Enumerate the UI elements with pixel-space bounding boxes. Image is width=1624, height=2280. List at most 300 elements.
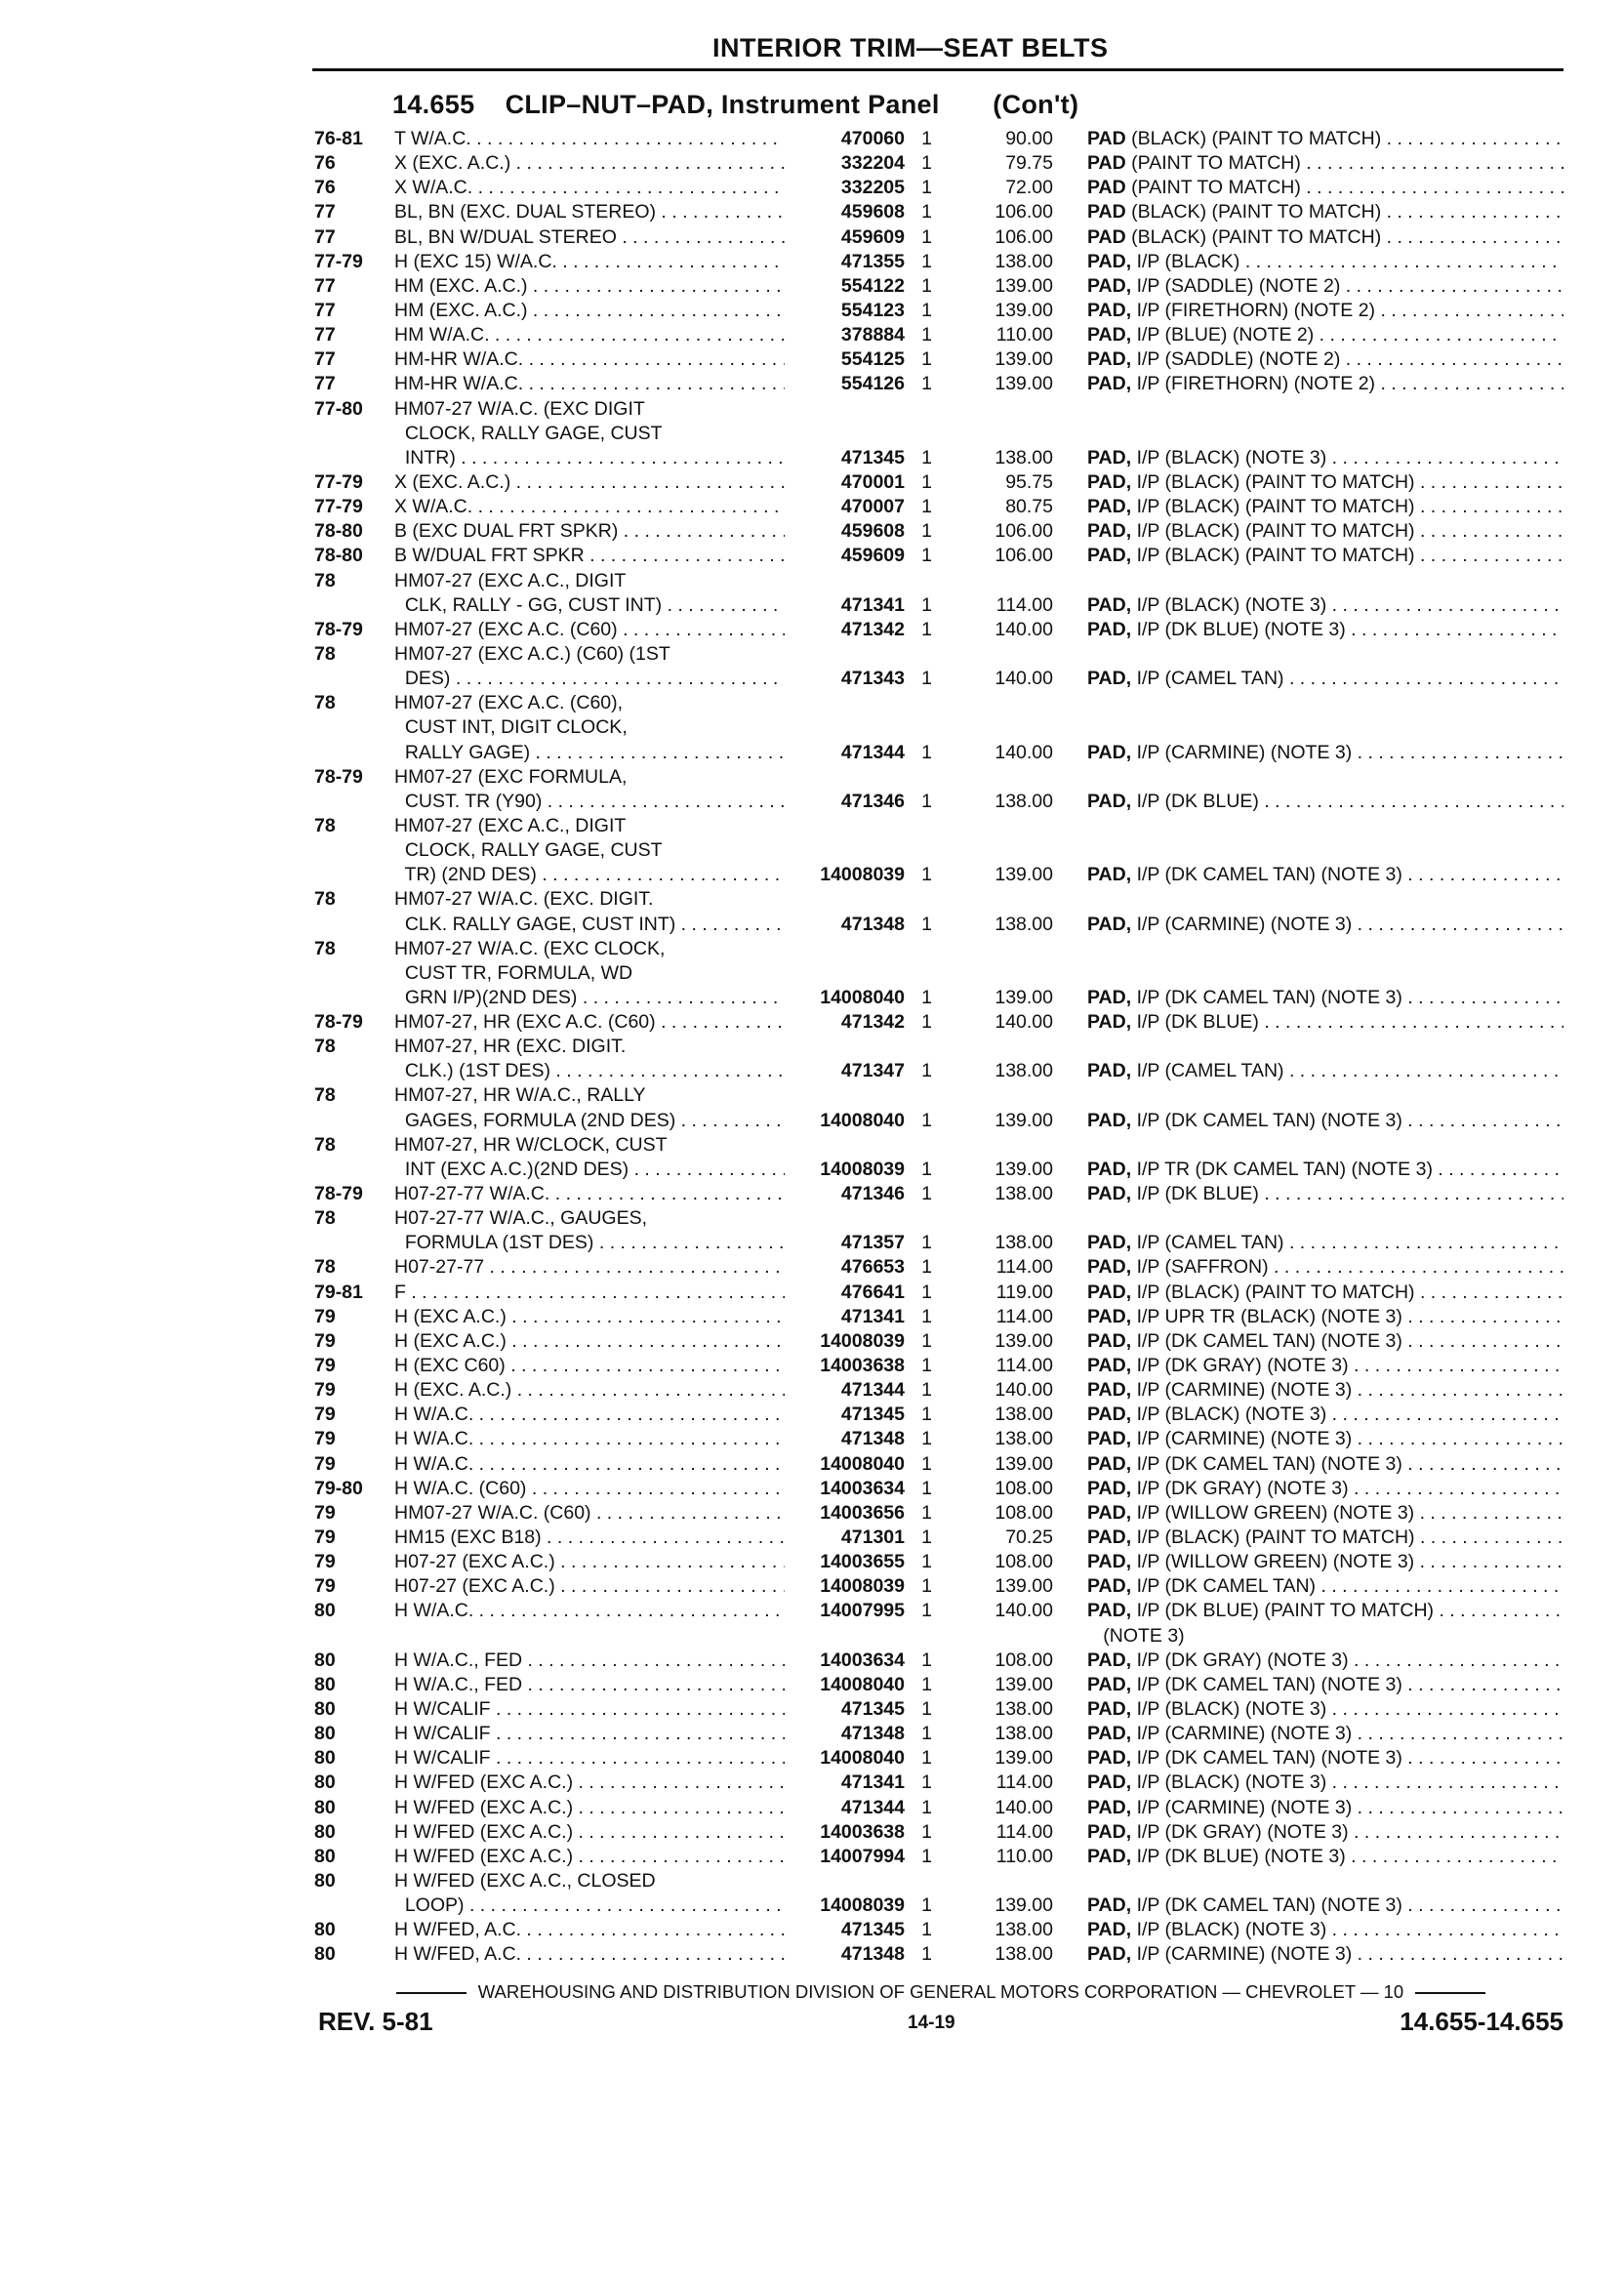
description-type: PAD, — [1087, 1649, 1132, 1671]
quantity-cell: 1 — [921, 1256, 932, 1279]
quantity-cell: 1 — [921, 1232, 932, 1254]
model-cell: GRN I/P)(2ND DES) . . . — [394, 986, 785, 1010]
model-cell: CUST INT, DIGIT CLOCK, — [394, 716, 628, 739]
price-cell: 70.25 — [1005, 1527, 1053, 1549]
year-cell: 80 — [314, 1943, 336, 1966]
year-cell: 79 — [314, 1501, 336, 1524]
year-cell: 80 — [314, 1869, 336, 1892]
part-number-cell: 470060 — [840, 128, 905, 149]
table-row — [314, 519, 1563, 544]
description-text: I/P (BLACK) (NOTE 3) — [1131, 1698, 1327, 1720]
description-type: PAD, — [1087, 1011, 1132, 1034]
description-text: I/P (DK BLUE) (PAINT TO MATCH) — [1131, 1600, 1435, 1622]
price-cell: 138.00 — [995, 1060, 1053, 1082]
description-cell — [1087, 1918, 1563, 1942]
quantity-cell: 1 — [921, 1501, 932, 1524]
price-cell: 138.00 — [995, 1723, 1053, 1745]
price-cell: 114.00 — [995, 593, 1053, 616]
price-cell: 139.00 — [995, 1329, 1053, 1352]
description-cell — [1087, 1624, 1563, 1649]
model-cell: H W/A.C. . . . — [394, 1599, 785, 1623]
description-type: PAD, — [1087, 1329, 1132, 1352]
price-cell: 106.00 — [995, 225, 1053, 248]
part-number-cell: 471342 — [840, 1011, 905, 1034]
year-cell: 77-80 — [314, 397, 363, 420]
model-cell: CLOCK, RALLY GAGE, CUST — [394, 422, 663, 444]
description-type: PAD, — [1087, 790, 1132, 812]
quantity-cell: 1 — [921, 250, 932, 272]
description-type: PAD, — [1087, 299, 1132, 321]
description-cell — [1087, 790, 1563, 814]
model-cell: INTR) . . . — [394, 446, 785, 470]
table-row — [314, 495, 1563, 519]
description-cell — [1087, 323, 1563, 347]
model-cell: H W/FED (EXC A.C.) . . . — [394, 1771, 785, 1795]
model-cell: X (EXC. A.C.) . . . — [394, 470, 785, 495]
description-type: PAD, — [1087, 250, 1132, 272]
price-cell: 140.00 — [995, 668, 1053, 690]
part-number-cell: 471346 — [840, 1183, 905, 1205]
model-cell: HM07-27, HR (EXC. DIGIT. — [394, 1036, 627, 1058]
model-cell: CLOCK, RALLY GAGE, CUST — [394, 839, 663, 862]
description-cell — [1087, 1059, 1563, 1083]
header-rule — [312, 68, 1563, 71]
model-cell: HM07-27 (EXC A.C., DIGIT — [394, 814, 627, 836]
description-text: I/P (CARMINE) (NOTE 3) — [1131, 1723, 1353, 1745]
quantity-cell: 1 — [921, 1747, 932, 1770]
description-cell — [1087, 1109, 1563, 1133]
part-number-cell: 554125 — [840, 348, 905, 371]
year-cell: 80 — [314, 1919, 336, 1941]
description-cell — [1087, 1255, 1563, 1280]
model-cell: H W/CALIF . . . — [394, 1722, 785, 1746]
description-cell — [1087, 1427, 1563, 1451]
price-cell: 72.00 — [1005, 177, 1053, 199]
description-type: PAD — [1087, 177, 1126, 199]
description-type: PAD, — [1087, 324, 1132, 346]
model-cell: BL, BN W/DUAL STEREO . . . — [394, 225, 785, 250]
description-text: (BLACK) (PAINT TO MATCH) — [1125, 201, 1382, 224]
description-text: I/P (CARMINE) (NOTE 3) — [1131, 1379, 1353, 1402]
table-row — [314, 1820, 1563, 1845]
part-number-cell: 471346 — [840, 790, 905, 812]
description-text: I/P (DK CAMEL TAN) (NOTE 3) — [1131, 1329, 1402, 1352]
description-cell — [1087, 470, 1563, 495]
price-cell: 114.00 — [995, 1820, 1053, 1843]
price-cell: 106.00 — [995, 545, 1053, 567]
quantity-cell: 1 — [921, 1527, 932, 1549]
model-cell: CUST. TR (Y90) . . . — [394, 790, 785, 814]
year-cell: 76 — [314, 152, 336, 175]
description-cell — [1087, 1010, 1563, 1035]
quantity-cell: 1 — [921, 864, 932, 886]
year-cell: 77 — [314, 324, 336, 346]
table-row — [314, 937, 1563, 961]
description-text: I/P (BLACK) (PAINT TO MATCH) — [1131, 496, 1415, 518]
quantity-cell: 1 — [921, 1060, 932, 1082]
part-number-cell: 332205 — [840, 177, 905, 199]
quantity-cell: 1 — [921, 225, 932, 248]
price-cell: 139.00 — [995, 1452, 1053, 1475]
description-cell — [1087, 225, 1563, 250]
part-number-cell: 14008040 — [820, 1747, 905, 1770]
model-cell: H (EXC 15) W/A.C. . . . — [394, 250, 785, 274]
part-number-cell: 471345 — [840, 1404, 905, 1426]
quantity-cell: 1 — [921, 1011, 932, 1034]
part-number-cell: 459608 — [840, 201, 905, 224]
description-type: PAD, — [1087, 1600, 1132, 1622]
price-cell: 138.00 — [995, 446, 1053, 468]
year-cell: 77-79 — [314, 496, 363, 518]
part-number-cell: 554126 — [840, 373, 905, 395]
model-cell: HM07-27 W/A.C. (C60) . . . — [394, 1501, 785, 1526]
table-row — [314, 1649, 1563, 1673]
description-cell — [1087, 1599, 1563, 1623]
description-type: PAD, — [1087, 1060, 1132, 1082]
year-cell: 79 — [314, 1305, 336, 1327]
model-cell: HM-HR W/A.C. . . . — [394, 372, 785, 396]
description-text: I/P (BLACK) (PAINT TO MATCH) — [1131, 1527, 1415, 1549]
part-number-cell: 459609 — [840, 225, 905, 248]
part-number-cell: 471357 — [840, 1232, 905, 1254]
table-row — [314, 372, 1563, 396]
page-number: 14-19 — [908, 2013, 955, 2033]
quantity-cell: 1 — [921, 1404, 932, 1426]
model-cell: HM07-27 W/A.C. (EXC CLOCK, — [394, 937, 666, 959]
model-cell: CLK. RALLY GAGE, CUST INT) . . . — [394, 913, 785, 937]
table-row — [314, 618, 1563, 642]
model-cell: H W/FED (EXC A.C., CLOSED — [394, 1869, 656, 1892]
table-row — [314, 1158, 1563, 1182]
description-type: PAD, — [1087, 1501, 1132, 1524]
quantity-cell: 1 — [921, 446, 932, 468]
table-row — [314, 986, 1563, 1010]
model-cell: X W/A.C. . . . — [394, 176, 785, 200]
model-cell: H W/CALIF . . . — [394, 1746, 785, 1771]
description-type: PAD, — [1087, 446, 1132, 468]
description-cell — [1087, 1403, 1563, 1427]
description-type: PAD, — [1087, 1256, 1132, 1279]
part-number-cell: 14008039 — [820, 1329, 905, 1352]
description-type: PAD — [1087, 225, 1126, 248]
description-type: PAD, — [1087, 470, 1132, 493]
description-type: PAD, — [1087, 593, 1132, 616]
part-number-cell: 471345 — [840, 1698, 905, 1720]
model-cell: CUST TR, FORMULA, WD — [394, 961, 633, 984]
description-text: (NOTE 3) — [1087, 1624, 1185, 1647]
quantity-cell: 1 — [921, 545, 932, 567]
table-row — [314, 200, 1563, 224]
description-text: I/P (BLACK) (PAINT TO MATCH) — [1131, 520, 1415, 543]
description-cell — [1087, 1378, 1563, 1403]
year-cell: 80 — [314, 1649, 336, 1671]
description-type: PAD, — [1087, 496, 1132, 518]
part-number-cell: 471342 — [840, 618, 905, 640]
description-type: PAD, — [1087, 864, 1132, 886]
description-type: PAD — [1087, 152, 1126, 175]
quantity-cell: 1 — [921, 201, 932, 224]
model-cell: H W/CALIF . . . — [394, 1697, 785, 1722]
quantity-cell: 1 — [921, 1158, 932, 1180]
quantity-cell: 1 — [921, 1649, 932, 1671]
description-text: I/P (WILLOW GREEN) (NOTE 3) — [1131, 1551, 1415, 1573]
price-cell: 138.00 — [995, 1232, 1053, 1254]
quantity-cell: 1 — [921, 1845, 932, 1867]
model-cell: X (EXC. A.C.) . . . — [394, 151, 785, 176]
description-text: I/P (DK BLUE) — [1131, 1183, 1259, 1205]
footer-division: WAREHOUSING AND DISTRIBUTION DIVISION OF GENERAL MOTORS CORPORATION — CHEVROLET — 10 — [318, 1981, 1563, 2003]
model-cell: H W/A.C. (C60) . . . — [394, 1477, 785, 1501]
part-number-cell: 14003638 — [820, 1820, 905, 1843]
quantity-cell: 1 — [921, 348, 932, 371]
quantity-cell: 1 — [921, 1673, 932, 1695]
description-text: I/P (CAMEL TAN) — [1131, 668, 1284, 690]
quantity-cell: 1 — [921, 790, 932, 812]
year-cell: 79 — [314, 1527, 336, 1549]
model-cell: HM07-27 (EXC A.C. (C60), — [394, 692, 624, 714]
description-type: PAD, — [1087, 545, 1132, 567]
model-cell: INT (EXC A.C.)(2ND DES) . . . — [394, 1158, 785, 1182]
description-cell — [1087, 176, 1563, 200]
model-cell: BL, BN (EXC. DUAL STEREO) . . . — [394, 200, 785, 224]
price-cell: 138.00 — [995, 1698, 1053, 1720]
table-row — [314, 1771, 1563, 1795]
price-cell: 139.00 — [995, 864, 1053, 886]
description-text: I/P (DK BLUE) — [1131, 790, 1259, 812]
table-row — [314, 1918, 1563, 1942]
section-range: 14.655-14.655 — [1400, 2007, 1563, 2036]
table-row — [314, 176, 1563, 200]
description-text: I/P (CARMINE) (NOTE 3) — [1131, 1428, 1353, 1450]
price-cell: 139.00 — [995, 299, 1053, 321]
part-number-cell: 14008039 — [820, 1158, 905, 1180]
description-cell — [1087, 913, 1563, 937]
description-cell — [1087, 1649, 1563, 1673]
year-cell: 79 — [314, 1575, 336, 1598]
year-cell: 80 — [314, 1820, 336, 1843]
model-cell: H (EXC C60) . . . — [394, 1354, 785, 1378]
quantity-cell: 1 — [921, 128, 932, 149]
model-cell: HM07-27 (EXC A.C., DIGIT — [394, 569, 627, 591]
description-text: I/P (DK GRAY) (NOTE 3) — [1131, 1477, 1349, 1499]
quantity-cell: 1 — [921, 1183, 932, 1205]
table-row — [314, 1845, 1563, 1869]
model-cell: B W/DUAL FRT SPKR . . . — [394, 544, 785, 568]
description-type: PAD, — [1087, 1305, 1132, 1327]
year-cell: 80 — [314, 1673, 336, 1695]
quantity-cell: 1 — [921, 1379, 932, 1402]
table-row — [314, 347, 1563, 372]
model-cell: TR) (2ND DES) . . . — [394, 863, 785, 887]
price-cell: 106.00 — [995, 520, 1053, 543]
description-text: I/P (DK CAMEL TAN) (NOTE 3) — [1131, 864, 1402, 886]
description-cell — [1087, 1354, 1563, 1378]
price-cell: 139.00 — [995, 1747, 1053, 1770]
model-cell: H07-27-77 . . . — [394, 1255, 785, 1280]
description-text: I/P (DK CAMEL TAN) (NOTE 3) — [1131, 1109, 1402, 1131]
table-row — [314, 1893, 1563, 1918]
description-text: I/P (BLACK) (PAINT TO MATCH) — [1131, 1281, 1415, 1303]
table-row — [314, 1869, 1563, 1893]
price-cell: 90.00 — [1005, 128, 1053, 149]
model-cell: H07-27 (EXC A.C.) . . . — [394, 1574, 785, 1599]
description-text: I/P (CAMEL TAN) — [1131, 1060, 1284, 1082]
price-cell: 138.00 — [995, 250, 1053, 272]
description-type: PAD, — [1087, 274, 1132, 297]
part-number-cell: 14003634 — [820, 1477, 905, 1499]
description-cell — [1087, 1796, 1563, 1820]
year-cell: 77-79 — [314, 470, 363, 493]
model-cell: H W/FED, A.C. . . . — [394, 1918, 785, 1942]
price-cell: 138.00 — [995, 790, 1053, 812]
price-cell: 138.00 — [995, 1943, 1053, 1966]
quantity-cell: 1 — [921, 520, 932, 543]
part-number-cell: 14008039 — [820, 1894, 905, 1917]
model-cell: HM07-27 (EXC A.C. (C60) . . . — [394, 618, 785, 642]
table-row — [314, 838, 1563, 863]
description-cell — [1087, 250, 1563, 274]
section-heading: 14.655 CLIP–NUT–PAD, Instrument Panel (Con't) — [392, 90, 1079, 119]
description-type: PAD, — [1087, 1404, 1132, 1426]
year-cell: 80 — [314, 1698, 336, 1720]
table-row — [314, 397, 1563, 422]
year-cell: 79-81 — [314, 1281, 363, 1303]
part-number-cell: 14003655 — [820, 1551, 905, 1573]
price-cell: 139.00 — [995, 348, 1053, 371]
year-cell: 80 — [314, 1723, 336, 1745]
description-text: I/P (BLACK) (PAINT TO MATCH) — [1131, 470, 1415, 493]
table-row — [314, 1574, 1563, 1599]
quantity-cell: 1 — [921, 1428, 932, 1450]
description-type: PAD, — [1087, 348, 1132, 371]
part-number-cell: 471341 — [840, 1305, 905, 1327]
quantity-cell: 1 — [921, 152, 932, 175]
model-cell: H07-27-77 W/A.C., GAUGES, — [394, 1207, 647, 1230]
quantity-cell: 1 — [921, 1477, 932, 1499]
price-cell: 114.00 — [995, 1256, 1053, 1279]
description-cell — [1087, 1820, 1563, 1845]
part-number-cell: 471348 — [840, 1943, 905, 1966]
model-cell: LOOP) . . . — [394, 1893, 785, 1918]
quantity-cell: 1 — [921, 1575, 932, 1598]
part-number-cell: 14008040 — [820, 1452, 905, 1475]
price-cell: 140.00 — [995, 1600, 1053, 1622]
description-text: I/P (DK CAMEL TAN) — [1131, 1575, 1317, 1598]
description-text: I/P (SAFFRON) — [1131, 1256, 1269, 1279]
table-row — [314, 1354, 1563, 1378]
description-cell — [1087, 446, 1563, 470]
year-cell: 79 — [314, 1428, 336, 1450]
price-cell: 138.00 — [995, 1919, 1053, 1941]
price-cell: 140.00 — [995, 1379, 1053, 1402]
description-type: PAD, — [1087, 1845, 1132, 1867]
description-cell — [1087, 1845, 1563, 1869]
price-cell: 139.00 — [995, 986, 1053, 1008]
description-type: PAD, — [1087, 1477, 1132, 1499]
price-cell: 139.00 — [995, 373, 1053, 395]
quantity-cell: 1 — [921, 1919, 932, 1941]
year-cell: 78 — [314, 814, 336, 836]
year-cell: 77 — [314, 373, 336, 395]
description-cell — [1087, 1281, 1563, 1305]
year-cell: 78 — [314, 1256, 336, 1279]
year-cell: 77 — [314, 348, 336, 371]
model-cell: FORMULA (1ST DES) . . . — [394, 1231, 785, 1255]
description-type: PAD, — [1087, 1771, 1132, 1794]
price-cell: 138.00 — [995, 1404, 1053, 1426]
quantity-cell: 1 — [921, 496, 932, 518]
price-cell: 79.75 — [1005, 152, 1053, 175]
description-text: I/P (WILLOW GREEN) (NOTE 3) — [1131, 1501, 1415, 1524]
description-cell — [1087, 1501, 1563, 1526]
quantity-cell: 1 — [921, 1109, 932, 1131]
table-row — [314, 1624, 1563, 1649]
description-cell — [1087, 1673, 1563, 1697]
quantity-cell: 1 — [921, 1796, 932, 1818]
description-cell — [1087, 1722, 1563, 1746]
year-cell: 79 — [314, 1379, 336, 1402]
part-number-cell: 332204 — [840, 152, 905, 175]
description-text: I/P (BLUE) (NOTE 2) — [1131, 324, 1315, 346]
table-row — [314, 299, 1563, 323]
quantity-cell: 1 — [921, 1894, 932, 1917]
table-row — [314, 569, 1563, 593]
description-cell — [1087, 667, 1563, 691]
description-text: I/P (DK GRAY) (NOTE 3) — [1131, 1649, 1349, 1671]
table-row — [314, 1673, 1563, 1697]
description-cell — [1087, 986, 1563, 1010]
table-row — [314, 1329, 1563, 1354]
price-cell: 110.00 — [995, 324, 1053, 346]
table-row — [314, 323, 1563, 347]
description-type: PAD, — [1087, 1452, 1132, 1475]
description-cell — [1087, 1329, 1563, 1354]
description-cell — [1087, 495, 1563, 519]
part-number-cell: 471355 — [840, 250, 905, 272]
table-row — [314, 127, 1563, 151]
part-number-cell: 471345 — [840, 446, 905, 468]
part-number-cell: 14003656 — [820, 1501, 905, 1524]
description-type: PAD, — [1087, 913, 1132, 935]
description-cell — [1087, 1574, 1563, 1599]
table-row — [314, 1206, 1563, 1231]
quantity-cell: 1 — [921, 299, 932, 321]
model-cell: HM W/A.C. . . . — [394, 323, 785, 347]
description-text: I/P (BLACK) (NOTE 3) — [1131, 1404, 1327, 1426]
parts-table — [314, 127, 1563, 1968]
description-text: I/P (CAMEL TAN) — [1131, 1232, 1284, 1254]
description-cell — [1087, 200, 1563, 224]
quantity-cell: 1 — [921, 741, 932, 763]
year-cell: 78-79 — [314, 765, 363, 788]
model-cell: HM07-27 (EXC A.C.) (C60) (1ST — [394, 642, 670, 665]
year-cell: 80 — [314, 1845, 336, 1867]
model-cell: H W/A.C., FED . . . — [394, 1649, 785, 1673]
description-type: PAD — [1087, 128, 1126, 149]
part-number-cell: 14007994 — [820, 1845, 905, 1867]
table-row — [314, 1305, 1563, 1329]
price-cell: 139.00 — [995, 1894, 1053, 1917]
description-text: I/P (SADDLE) (NOTE 2) — [1131, 274, 1341, 297]
description-cell — [1087, 274, 1563, 299]
year-cell: 78 — [314, 569, 336, 591]
year-cell: 77 — [314, 225, 336, 248]
model-cell: RALLY GAGE) . . . — [394, 741, 785, 765]
part-number-cell: 14008040 — [820, 986, 905, 1008]
year-cell: 79-80 — [314, 1477, 363, 1499]
table-row — [314, 1035, 1563, 1059]
model-cell: HM-HR W/A.C. . . . — [394, 347, 785, 372]
